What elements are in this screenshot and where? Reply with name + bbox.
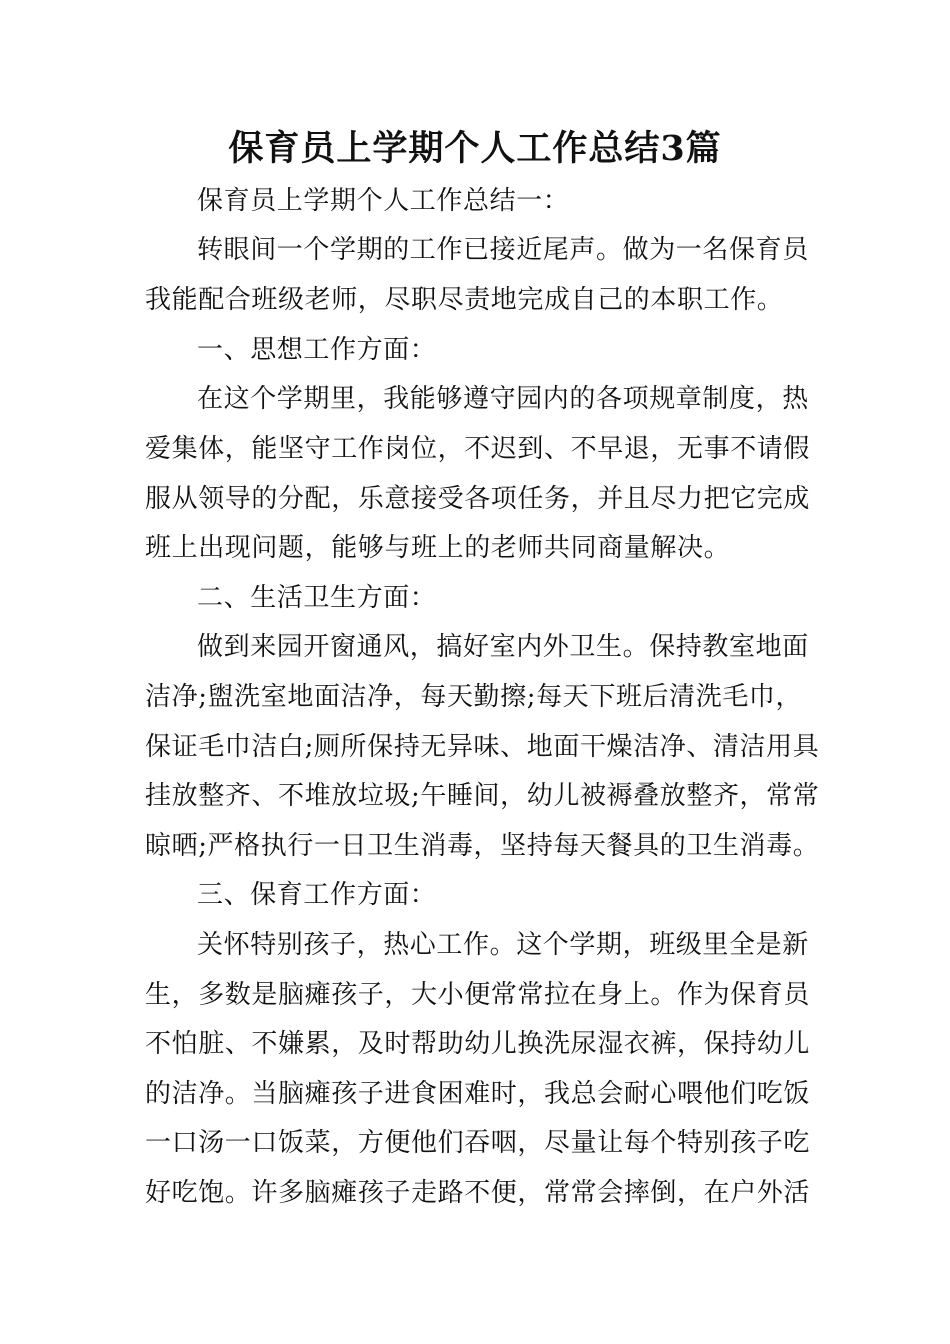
paragraph-line: 爱集体，能坚守工作岗位，不迟到、不早退，无事不请假 (145, 434, 811, 464)
paragraph-line: 服从领导的分配，乐意接受各项任务，并且尽力把它完成 (145, 484, 811, 514)
paragraph-line: 好吃饱。许多脑瘫孩子走路不便，常常会摔倒，在户外活 (145, 1178, 811, 1208)
section-heading-care: 三、保育工作方面： (197, 880, 437, 910)
paragraph-line: 的洁净。当脑瘫孩子进食困难时，我总会耐心喂他们吃饭 (145, 1079, 811, 1109)
paragraph-line: 做到来园开窗通风，搞好室内外卫生。保持教室地面 (197, 632, 809, 662)
paragraph-line: 一口汤一口饭菜，方便他们吞咽，尽量让每个特别孩子吃 (145, 1128, 811, 1158)
paragraph-line: 生，多数是脑瘫孩子，大小便常常拉在身上。作为保育员 (145, 980, 811, 1010)
paragraph-line: 班上出现问题，能够与班上的老师共同商量解决。 (145, 533, 731, 563)
paragraph-line: 挂放整齐、不堆放垃圾;午睡间，幼儿被褥叠放整齐，常常 (145, 781, 820, 811)
paragraph-line: 转眼间一个学期的工作已接近尾声。做为一名保育员 (197, 235, 809, 265)
paragraph-line: 我能配合班级老师，尽职尽责地完成自己的本职工作。 (145, 285, 784, 315)
subheading-part-one: 保育员上学期个人工作总结一： (197, 186, 570, 216)
paragraph-line: 在这个学期里，我能够遵守园内的各项规章制度，热 (197, 384, 809, 414)
paragraph-line: 晾晒;严格执行一日卫生消毒，坚持每天餐具的卫生消毒。 (145, 831, 820, 861)
section-heading-hygiene: 二、生活卫生方面： (197, 583, 437, 613)
paragraph-line: 保证毛巾洁白;厕所保持无异味、地面干燥洁净、清洁用具 (145, 732, 820, 762)
paragraph-line: 洁净;盥洗室地面洁净，每天勤擦;每天下班后清洗毛巾， (145, 682, 803, 712)
paragraph-line: 关怀特别孩子，热心工作。这个学期，班级里全是新 (197, 930, 809, 960)
section-heading-thought: 一、思想工作方面： (197, 335, 437, 365)
document-title: 保育员上学期个人工作总结3篇 (228, 128, 722, 169)
paragraph-line: 不怕脏、不嫌累，及时帮助幼儿换洗尿湿衣裤，保持幼儿 (145, 1029, 811, 1059)
